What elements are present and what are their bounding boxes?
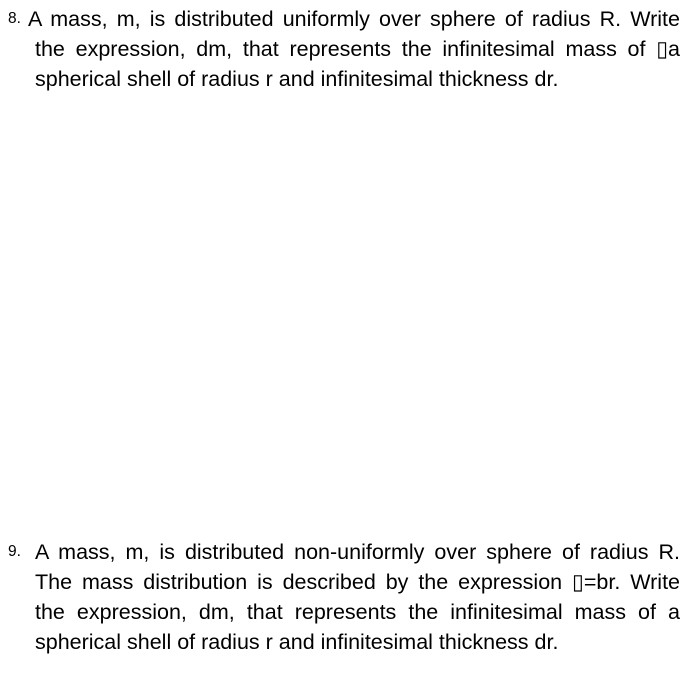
question-text: A mass, m, is distributed non-uniformly over sphere of radius R. The mass distribution is described by the expression ▯=br. Write the expression, dm, that represents the infinitesimal mass of a spherical shell of radius r and infinitesimal thickness dr. [35,540,680,654]
question-9 [8,537,680,657]
question-number: 9. [8,543,21,560]
question-number: 8. [8,10,21,27]
question-text: A mass, m, is distributed uniformly over sphere of radius R. Write the expression, dm, that represents the infinitesimal mass of ▯a spherical shell of radius r and infinitesimal thickness dr. [28,7,680,91]
question-8 [8,4,680,94]
